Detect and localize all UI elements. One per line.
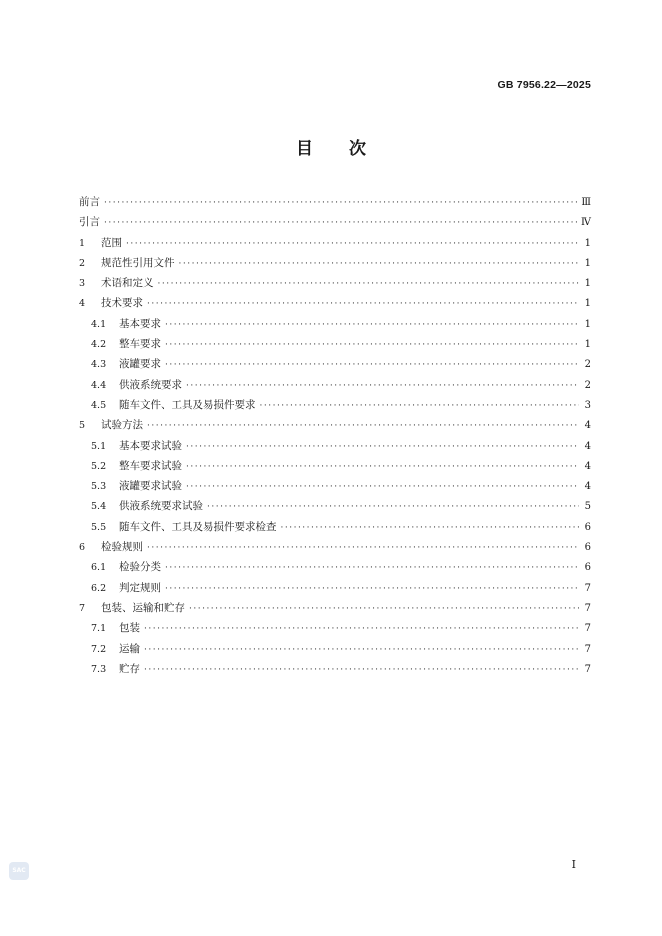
toc-leader-dots	[147, 294, 579, 314]
toc-leader-dots	[126, 234, 579, 254]
toc-entry[interactable]	[79, 598, 591, 618]
toc-entry-label: 液罐要求	[119, 358, 161, 371]
toc-entry-number: 4	[79, 298, 86, 310]
toc-entry-label: 试验方法	[101, 419, 143, 432]
toc-leader-dots	[104, 213, 577, 233]
toc-leader-dots	[144, 640, 579, 660]
toc-entry[interactable]	[79, 375, 591, 395]
toc-entry-number: 5.3	[91, 481, 107, 493]
page-number: Ⅰ	[571, 858, 576, 871]
toc-entry-number: 6	[79, 542, 86, 554]
toc-leader-dots	[165, 355, 579, 375]
toc-leader-dots	[207, 497, 579, 517]
toc-leader-dots	[165, 335, 579, 355]
toc-leader-dots	[165, 558, 579, 578]
table-of-contents	[79, 192, 591, 679]
toc-leader-dots	[104, 193, 577, 213]
toc-entry-page: 6	[584, 521, 591, 533]
toc-entry-page: 1	[584, 298, 591, 310]
toc-entry[interactable]	[79, 415, 591, 435]
toc-entry-number: 7.1	[91, 623, 107, 635]
toc-entry-number: 4.4	[91, 379, 107, 391]
toc-entry[interactable]	[79, 354, 591, 374]
toc-entry-label: 检验规则	[101, 541, 143, 554]
toc-entry-label: 术语和定义	[101, 277, 154, 290]
toc-entry[interactable]	[79, 334, 591, 354]
toc-entry-number: 7	[79, 602, 86, 614]
toc-entry-number: 4.3	[91, 359, 107, 371]
toc-leader-dots	[144, 619, 579, 639]
toc-entry-page: 4	[584, 481, 591, 493]
toc-leader-dots	[186, 457, 579, 477]
toc-entry-page: 2	[584, 379, 591, 391]
toc-entry-label: 液罐要求试验	[119, 480, 182, 493]
toc-entry[interactable]	[79, 618, 591, 638]
toc-entry-number: 5	[79, 420, 86, 432]
toc-entry[interactable]	[79, 578, 591, 598]
toc-entry[interactable]	[79, 517, 591, 537]
toc-entry-label: 前言	[79, 196, 100, 208]
toc-entry[interactable]	[79, 557, 591, 577]
toc-leader-dots	[260, 396, 580, 416]
toc-leader-dots	[281, 518, 580, 538]
toc-leader-dots	[165, 315, 579, 335]
toc-entry[interactable]	[79, 436, 591, 456]
toc-entry-page: 7	[584, 602, 591, 614]
toc-entry-number: 1	[79, 237, 86, 249]
toc-entry-label: 运输	[119, 642, 140, 655]
toc-entry[interactable]	[79, 253, 591, 273]
toc-entry-page: 7	[584, 643, 591, 655]
toc-entry-label: 整车要求	[119, 338, 161, 351]
toc-entry-label: 判定规则	[119, 581, 161, 594]
toc-entry[interactable]	[79, 476, 591, 496]
toc-entry-label: 技术要求	[101, 297, 143, 310]
toc-entry-page: Ⅲ	[581, 197, 591, 208]
toc-entry-label: 整车要求试验	[119, 459, 182, 472]
toc-entry-number: 4.2	[91, 339, 107, 351]
page-title-char-1: 目	[296, 139, 313, 159]
toc-leader-dots	[144, 660, 579, 680]
toc-entry-number: 7.2	[91, 643, 107, 655]
toc-entry-page: 6	[584, 562, 591, 574]
toc-leader-dots	[189, 599, 579, 619]
toc-entry-label: 供液系统要求	[119, 378, 182, 391]
toc-leader-dots	[186, 437, 579, 457]
toc-entry-page: 3	[584, 399, 591, 411]
toc-leader-dots	[186, 376, 579, 396]
toc-leader-dots	[147, 538, 579, 558]
watermark-logo-icon: SAC	[9, 862, 29, 880]
toc-entry-page: 2	[584, 359, 591, 371]
toc-entry-number: 6.1	[91, 562, 107, 574]
toc-entry-label: 贮存	[119, 662, 140, 675]
toc-entry[interactable]	[79, 192, 591, 212]
toc-entry-number: 3	[79, 278, 86, 290]
toc-entry[interactable]	[79, 273, 591, 293]
toc-entry-label: 随车文件、工具及易损件要求检查	[119, 520, 277, 533]
toc-leader-dots	[179, 254, 580, 274]
toc-entry-page: Ⅳ	[581, 217, 591, 229]
toc-entry-label: 范围	[101, 236, 122, 249]
toc-entry-page: 7	[584, 663, 591, 675]
toc-entry[interactable]	[79, 659, 591, 679]
toc-entry-number: 4.5	[91, 399, 107, 411]
toc-entry-page: 4	[584, 420, 591, 432]
toc-entry-page: 4	[584, 440, 591, 452]
toc-entry-label: 引言	[79, 216, 100, 229]
toc-entry[interactable]	[79, 314, 591, 334]
toc-entry-label: 规范性引用文件	[101, 256, 175, 269]
toc-leader-dots	[147, 416, 579, 436]
toc-entry-page: 1	[584, 257, 591, 269]
toc-entry[interactable]	[79, 496, 591, 516]
toc-entry-number: 6.2	[91, 582, 107, 594]
page-title-char-2: 次	[349, 139, 366, 159]
toc-entry-label: 包装	[119, 622, 140, 635]
page-title	[0, 134, 662, 159]
toc-entry-number: 2	[79, 257, 86, 269]
toc-entry-number: 5.1	[91, 440, 107, 452]
toc-entry-label: 基本要求试验	[119, 439, 182, 452]
toc-entry-page: 1	[584, 318, 591, 330]
toc-entry[interactable]	[79, 537, 591, 557]
toc-entry-number: 5.5	[91, 521, 107, 533]
toc-entry[interactable]	[79, 293, 591, 313]
toc-leader-dots	[165, 579, 579, 599]
toc-entry[interactable]	[79, 639, 591, 659]
toc-entry-page: 4	[584, 460, 591, 472]
toc-entry-number: 7.3	[91, 663, 107, 675]
standard-code: GB 7956.22—2025	[497, 79, 591, 91]
toc-entry[interactable]	[79, 456, 591, 476]
toc-entry-number: 4.1	[91, 318, 107, 330]
toc-entry-label: 基本要求	[119, 317, 161, 330]
toc-leader-dots	[186, 477, 579, 497]
toc-entry-label: 随车文件、工具及易损件要求	[119, 398, 256, 411]
toc-entry-page: 5	[584, 501, 591, 513]
toc-entry-page: 7	[584, 582, 591, 594]
toc-entry[interactable]	[79, 395, 591, 415]
toc-entry-page: 6	[584, 542, 591, 554]
toc-entry-page: 1	[584, 339, 591, 351]
toc-entry[interactable]	[79, 212, 591, 232]
toc-leader-dots	[158, 274, 580, 294]
toc-entry-page: 7	[584, 623, 591, 635]
toc-entry-label: 包装、运输和贮存	[101, 601, 185, 614]
toc-entry[interactable]	[79, 233, 591, 253]
toc-entry-number: 5.2	[91, 460, 107, 472]
toc-entry-page: 1	[584, 278, 591, 290]
toc-entry-label: 检验分类	[119, 561, 161, 574]
toc-entry-page: 1	[584, 237, 591, 249]
toc-entry-label: 供液系统要求试验	[119, 500, 203, 513]
toc-entry-number: 5.4	[91, 501, 107, 513]
